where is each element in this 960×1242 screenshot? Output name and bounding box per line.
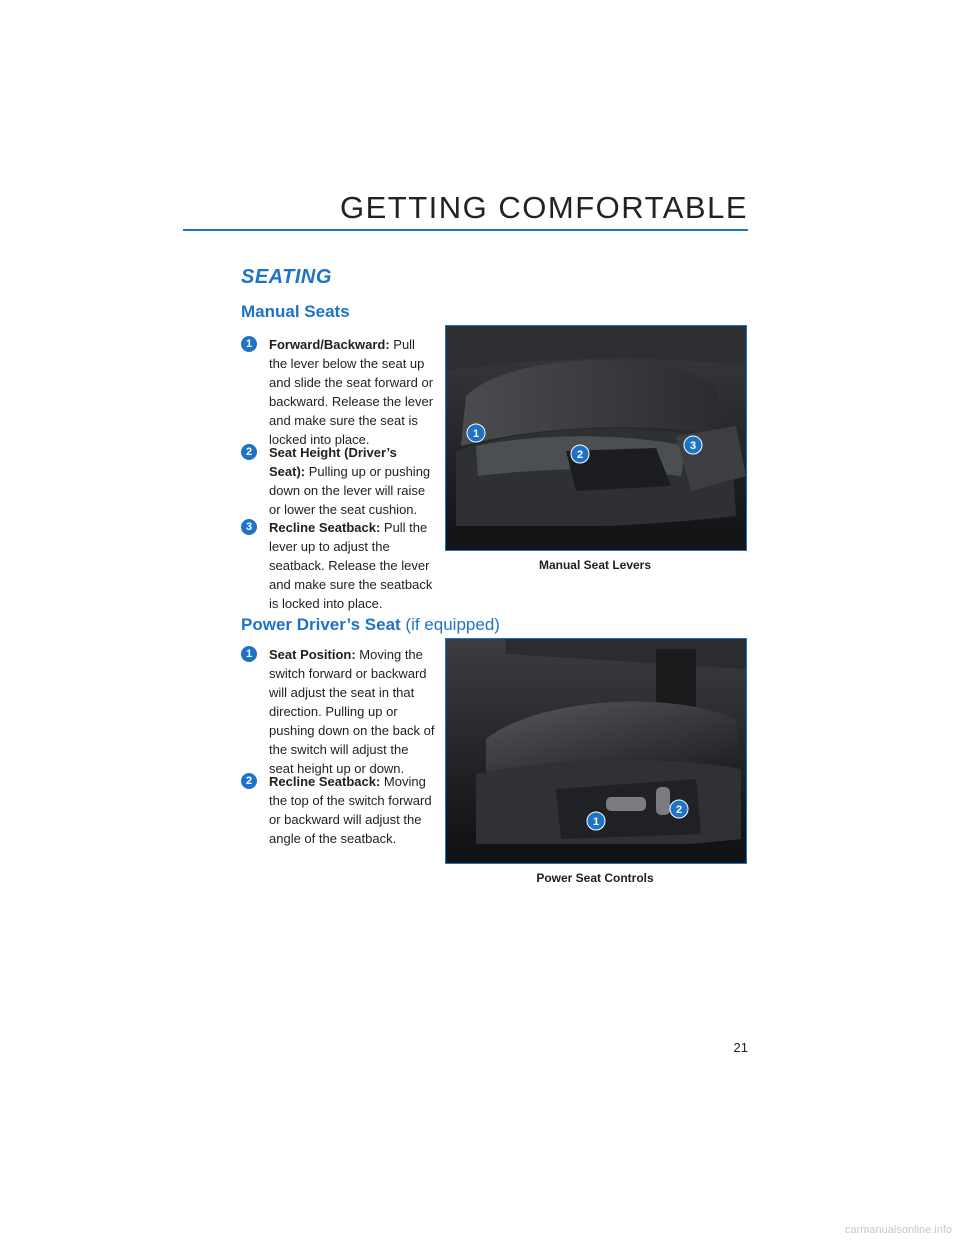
page-number: 21: [733, 1040, 748, 1055]
power-seat-photo: [445, 638, 747, 864]
power-seat-heading: [241, 615, 500, 635]
number-badge: 2: [241, 773, 257, 789]
power-seat-note: (if equipped): [400, 615, 500, 634]
callout-2: 2: [576, 449, 584, 461]
chapter-title: GETTING COMFORTABLE: [340, 190, 748, 225]
section-title: SEATING: [241, 266, 332, 288]
manual-photo-caption: Manual Seat Levers: [538, 558, 652, 572]
item-label: Seat Height (Driver’s Seat):: [269, 445, 397, 479]
callout-3: 3: [689, 440, 697, 452]
callout-1: 1: [472, 428, 480, 440]
manual-item-2: [241, 443, 436, 519]
number-badge: 1: [241, 646, 257, 662]
watermark: carmanualsonline.info: [844, 1224, 952, 1236]
item-label: Forward/Backward:: [269, 337, 390, 352]
power-item-2: [241, 772, 436, 848]
header-rule: [183, 229, 748, 231]
item-text: Pull the lever below the seat up and slide the seat forward or backward. Release the lever and make sure the seat is locked into place.: [269, 337, 434, 447]
manual-seat-photo: [445, 325, 747, 551]
manual-item-1: [241, 335, 436, 449]
item-label: Recline Seatback:: [269, 520, 381, 535]
power-item-1: [241, 645, 436, 778]
callout-1: 1: [592, 816, 600, 828]
item-text: Pulling up or pushing down on the lever will raise or lower the seat cushion.: [269, 464, 431, 517]
item-text: Moving the top of the switch forward or backward will adjust the angle of the seatback.: [269, 774, 432, 846]
item-text: Moving the switch forward or backward will adjust the seat in that direction. Pulling up or pushing down on the back of the switch will adjust the seat height up or down.: [269, 647, 435, 776]
manual-seats-heading: [241, 302, 350, 322]
number-badge: 3: [241, 519, 257, 535]
power-photo-caption: Power Seat Controls: [536, 871, 654, 885]
power-seat-title: Power Driver’s Seat: [241, 615, 401, 634]
number-badge: 1: [241, 336, 257, 352]
manual-item-3: [241, 518, 436, 613]
callout-2: 2: [675, 804, 683, 816]
number-badge: 2: [241, 444, 257, 460]
item-label: Recline Seatback:: [269, 774, 381, 789]
item-text: Pull the lever up to adjust the seatback. Release the lever and make sure the seatback is locked into place.: [269, 520, 433, 611]
manual-seats-title: Manual Seats: [241, 302, 350, 321]
item-label: Seat Position:: [269, 647, 356, 662]
